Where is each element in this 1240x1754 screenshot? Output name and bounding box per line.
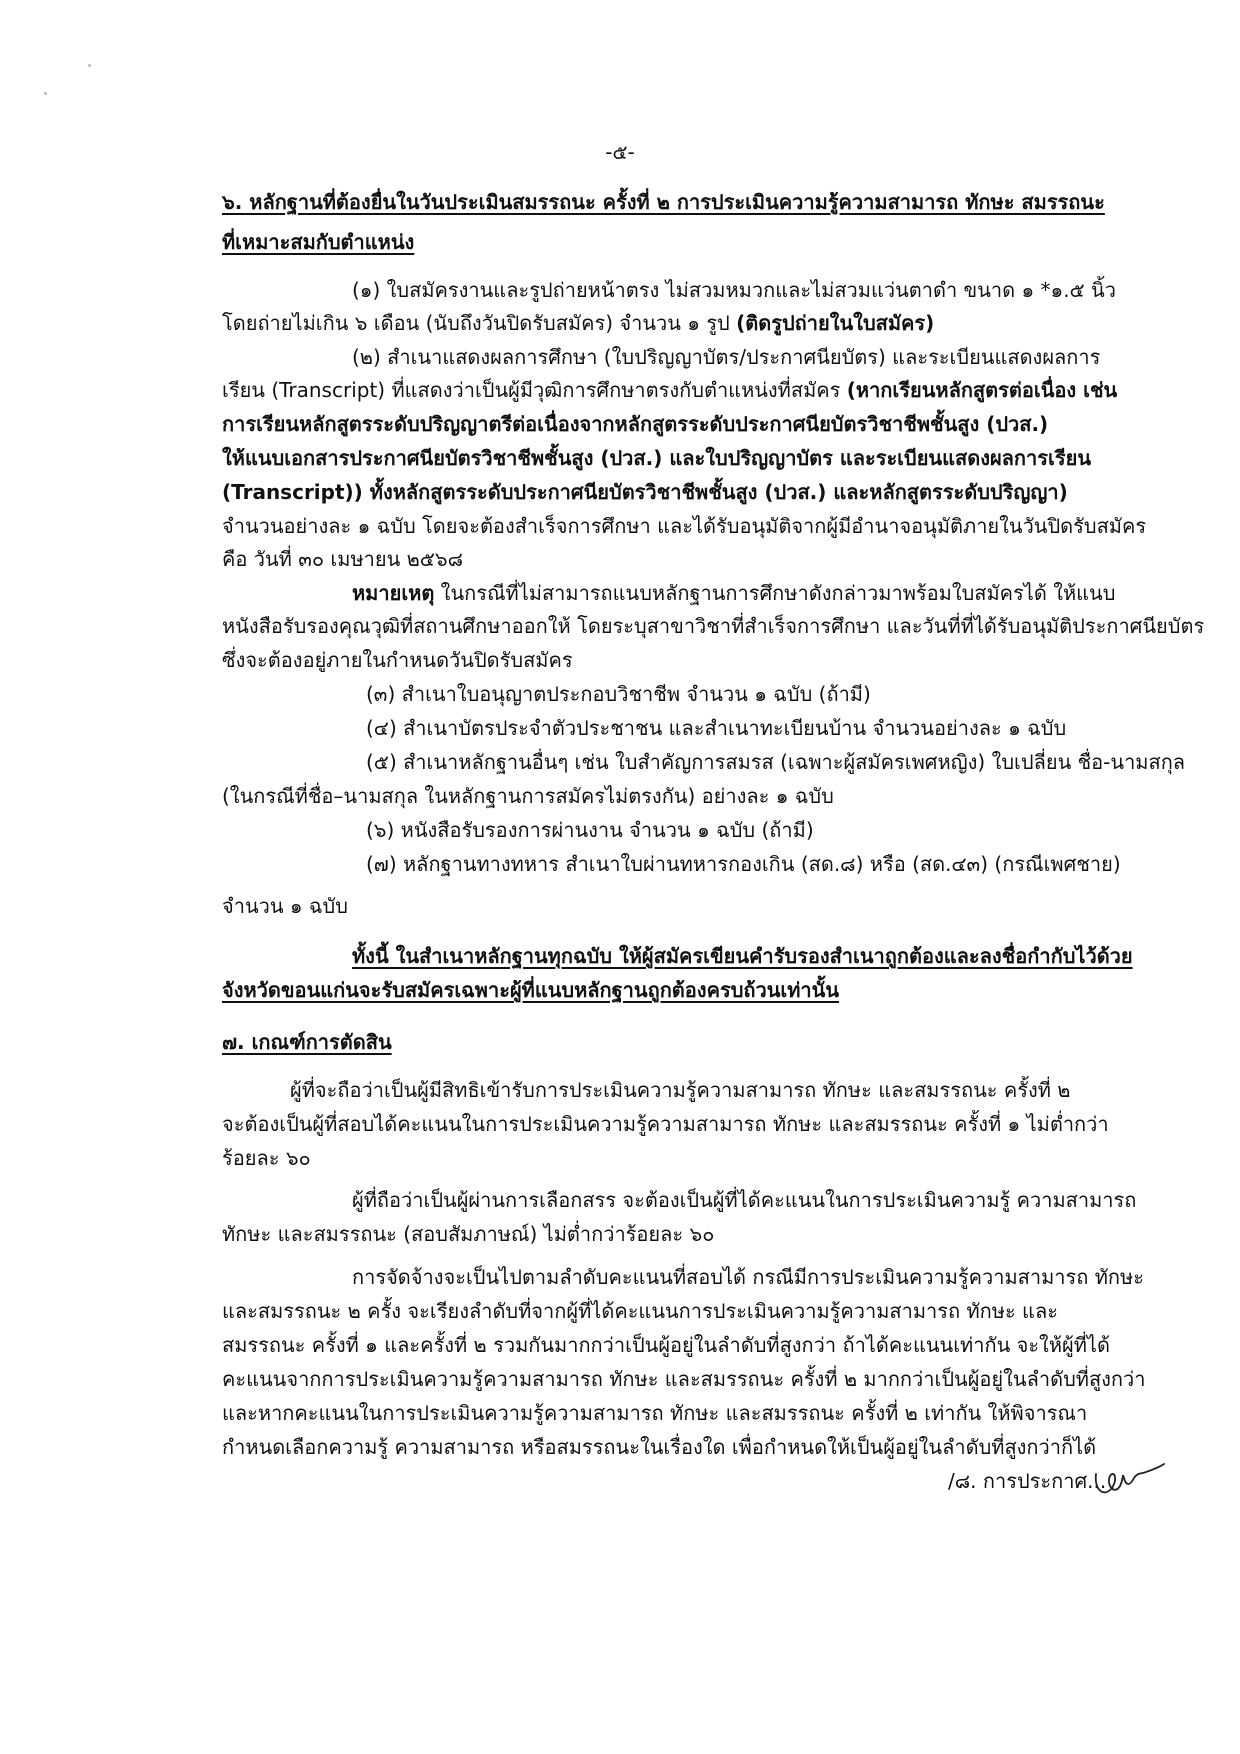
- emphasis-line2: จังหวัดขอนแก่นจะรับสมัครเฉพาะผู้ที่แนบหลักฐานถูกต้องครบถ้วนเท่านั้น: [222, 978, 839, 1002]
- page-number: -๕-: [605, 140, 635, 164]
- item2-line4: ให้แนบเอกสารประกาศนียบัตรวิชาชีพชั้นสูง (ปวส.) และใบปริญญาบัตร และระเบียนแสดงผลการเรียน: [222, 446, 1091, 470]
- item7-line1: (๗) หลักฐานทางทหาร สำเนาใบผ่านทหารกองเกิน (สด.๘) หรือ (สด.๔๓) (กรณีเพศชาย): [366, 852, 1121, 876]
- continuation-text: /๘. การประกาศ...: [948, 1469, 1107, 1493]
- item1-line2-bold: (ติดรูปถ่ายในใบสมัคร): [736, 311, 935, 335]
- signature-initials: [1092, 1456, 1166, 1504]
- note-line1: [352, 579, 1115, 607]
- note-line2: หนังสือรับรองคุณวุฒิที่สถานศึกษาออกให้ โดยระบุสาขาวิชาที่สำเร็จการศึกษา และวันที่ที่ได้รับอนุมัติประกาศนียบัตร: [222, 614, 1205, 638]
- para3-line6: กำหนดเลือกความรู้ ความสามารถ หรือสมรรถนะในเรื่องใด เพื่อกำหนดให้เป็นผู้อยู่ในลำดับที่สูงกว่าก็ได้: [222, 1435, 1097, 1459]
- note-label: หมายเหตุ: [352, 581, 435, 605]
- section7-heading: ๗. เกณฑ์การตัดสิน: [222, 1030, 392, 1054]
- item2-line7: คือ วันที่ ๓๐ เมษายน ๒๕๖๘: [222, 547, 464, 571]
- para2-line2: ทักษะ และสมรรถนะ (สอบสัมภาษณ์) ไม่ต่ำกว่าร้อยละ ๖๐: [222, 1222, 715, 1246]
- item2-line2-bold: (หากเรียนหลักสูตรต่อเนื่อง เช่น: [846, 378, 1118, 402]
- item5-line1: (๕) สำเนาหลักฐานอื่นๆ เช่น ใบสำคัญการสมรส (เฉพาะผู้สมัครเพศหญิง) ใบเปลี่ยน ชื่อ-นามสกุล: [366, 750, 1186, 774]
- item2-line3: การเรียนหลักสูตรระดับปริญญาตรีต่อเนื่องจากหลักสูตรระดับประกาศนียบัตรวิชาชีพชั้นสูง (ปวส.): [222, 412, 1049, 436]
- section6-heading-line1: ๖. หลักฐานที่ต้องยื่นในวันประเมินสมรรถนะ ครั้งที่ ๒ การประเมินความรู้ความสามารถ ทักษะ สมรรถนะ: [222, 190, 1105, 214]
- scan-speck: [44, 92, 47, 95]
- item3: (๓) สำเนาใบอนุญาตประกอบวิชาชีพ จำนวน ๑ ฉบับ (ถ้ามี): [366, 682, 871, 706]
- para1-line1: ผู้ที่จะถือว่าเป็นผู้มีสิทธิเข้ารับการประเมินความรู้ความสามารถ ทักษะ และสมรรถนะ ครั้งที่ ๒: [290, 1078, 1071, 1102]
- item2-line6: จำนวนอย่างละ ๑ ฉบับ โดยจะต้องสำเร็จการศึกษา และได้รับอนุมัติจากผู้มีอำนาจอนุมัติภายในวันปิดรับสมัคร: [222, 514, 1147, 538]
- para3-line2: และสมรรถนะ ๒ ครั้ง จะเรียงลำดับที่จากผู้ที่ได้คะแนนการประเมินความรู้ความสามารถ ทักษะ และ: [222, 1299, 1058, 1323]
- item1-line1: (๑) ใบสมัครงานและรูปถ่ายหน้าตรง ไม่สวมหมวกและไม่สวมแว่นตาดำ ขนาด ๑ *๑.๕ นิ้ว: [352, 278, 1116, 302]
- para2-line1: ผู้ที่ถือว่าเป็นผู้ผ่านการเลือกสรร จะต้องเป็นผู้ที่ได้คะแนนในการประเมินความรู้ ความสามารถ: [352, 1188, 1137, 1212]
- emphasis-line1: ทั้งนี้ ในสำเนาหลักฐานทุกฉบับ ให้ผู้สมัครเขียนคำรับรองสำเนาถูกต้องและลงชื่อกำกับไว้ด้วย: [352, 944, 1133, 968]
- para3-line4: คะแนนจากการประเมินความรู้ความสามารถ ทักษะ และสมรรถนะ ครั้งที่ ๒ มากกว่าเป็นผู้อยู่ในลำดับที่สูงกว่า: [222, 1367, 1146, 1391]
- para1-line3: ร้อยละ ๖๐: [222, 1146, 311, 1170]
- item4: (๔) สำเนาบัตรประจำตัวประชาชน และสำเนาทะเบียนบ้าน จำนวนอย่างละ ๑ ฉบับ: [366, 716, 1067, 740]
- item6: (๖) หนังสือรับรองการผ่านงาน จำนวน ๑ ฉบับ (ถ้ามี): [366, 818, 814, 842]
- item2-line2: [222, 376, 1117, 404]
- note-line3: ซึ่งจะต้องอยู่ภายในกำหนดวันปิดรับสมัคร: [222, 648, 573, 672]
- note-line1-text: ในกรณีที่ไม่สามารถแนบหลักฐานการศึกษาดังกล่าวมาพร้อมใบสมัครได้ ให้แนบ: [434, 581, 1116, 605]
- scan-speck: [88, 64, 91, 67]
- item1-line2-text: โดยถ่ายไม่เกิน ๖ เดือน (นับถึงวันปิดรับสมัคร) จำนวน ๑ รูป: [222, 311, 737, 335]
- para3-line1: การจัดจ้างจะเป็นไปตามลำดับคะแนนที่สอบได้ กรณีมีการประเมินความรู้ความสามารถ ทักษะ: [352, 1265, 1144, 1289]
- item2-line5: (Transcript)) ทั้งหลักสูตรระดับประกาศนียบัตรวิชาชีพชั้นสูง (ปวส.) และหลักสูตรระดับปริญญา): [222, 480, 1068, 504]
- item2-line2-text: เรียน (Transcript) ที่แสดงว่าเป็นผู้มีวุฒิการศึกษาตรงกับตำแหน่งที่สมัคร: [222, 378, 847, 402]
- item7-line2: จำนวน ๑ ฉบับ: [222, 894, 348, 918]
- item5-line2: (ในกรณีที่ชื่อ–นามสกุล ในหลักฐานการสมัครไม่ตรงกัน) อย่างละ ๑ ฉบับ: [222, 784, 834, 808]
- item2-line1: (๒) สำเนาแสดงผลการศึกษา (ใบปริญญาบัตร/ประกาศนียบัตร) และระเบียนแสดงผลการ: [352, 345, 1101, 369]
- para3-line3: สมรรถนะ ครั้งที่ ๑ และครั้งที่ ๒ รวมกันมากกว่าเป็นผู้อยู่ในลำดับที่สูงกว่า ถ้าได้คะแนนเท่ากัน จะให้ผู้ที่ได้: [222, 1333, 1110, 1357]
- para1-line2: จะต้องเป็นผู้ที่สอบได้คะแนนในการประเมินความรู้ความสามารถ ทักษะ และสมรรถนะ ครั้งที่ ๑ ไม่ต่ำกว่า: [222, 1112, 1109, 1136]
- section6-heading-line2: ที่เหมาะสมกับตำแหน่ง: [222, 230, 415, 254]
- item1-line2: [222, 309, 934, 337]
- para3-line5: และหากคะแนนในการประเมินความรู้ความสามารถ ทักษะ และสมรรถนะ ครั้งที่ ๒ เท่ากัน ให้พิจารณา: [222, 1401, 1088, 1425]
